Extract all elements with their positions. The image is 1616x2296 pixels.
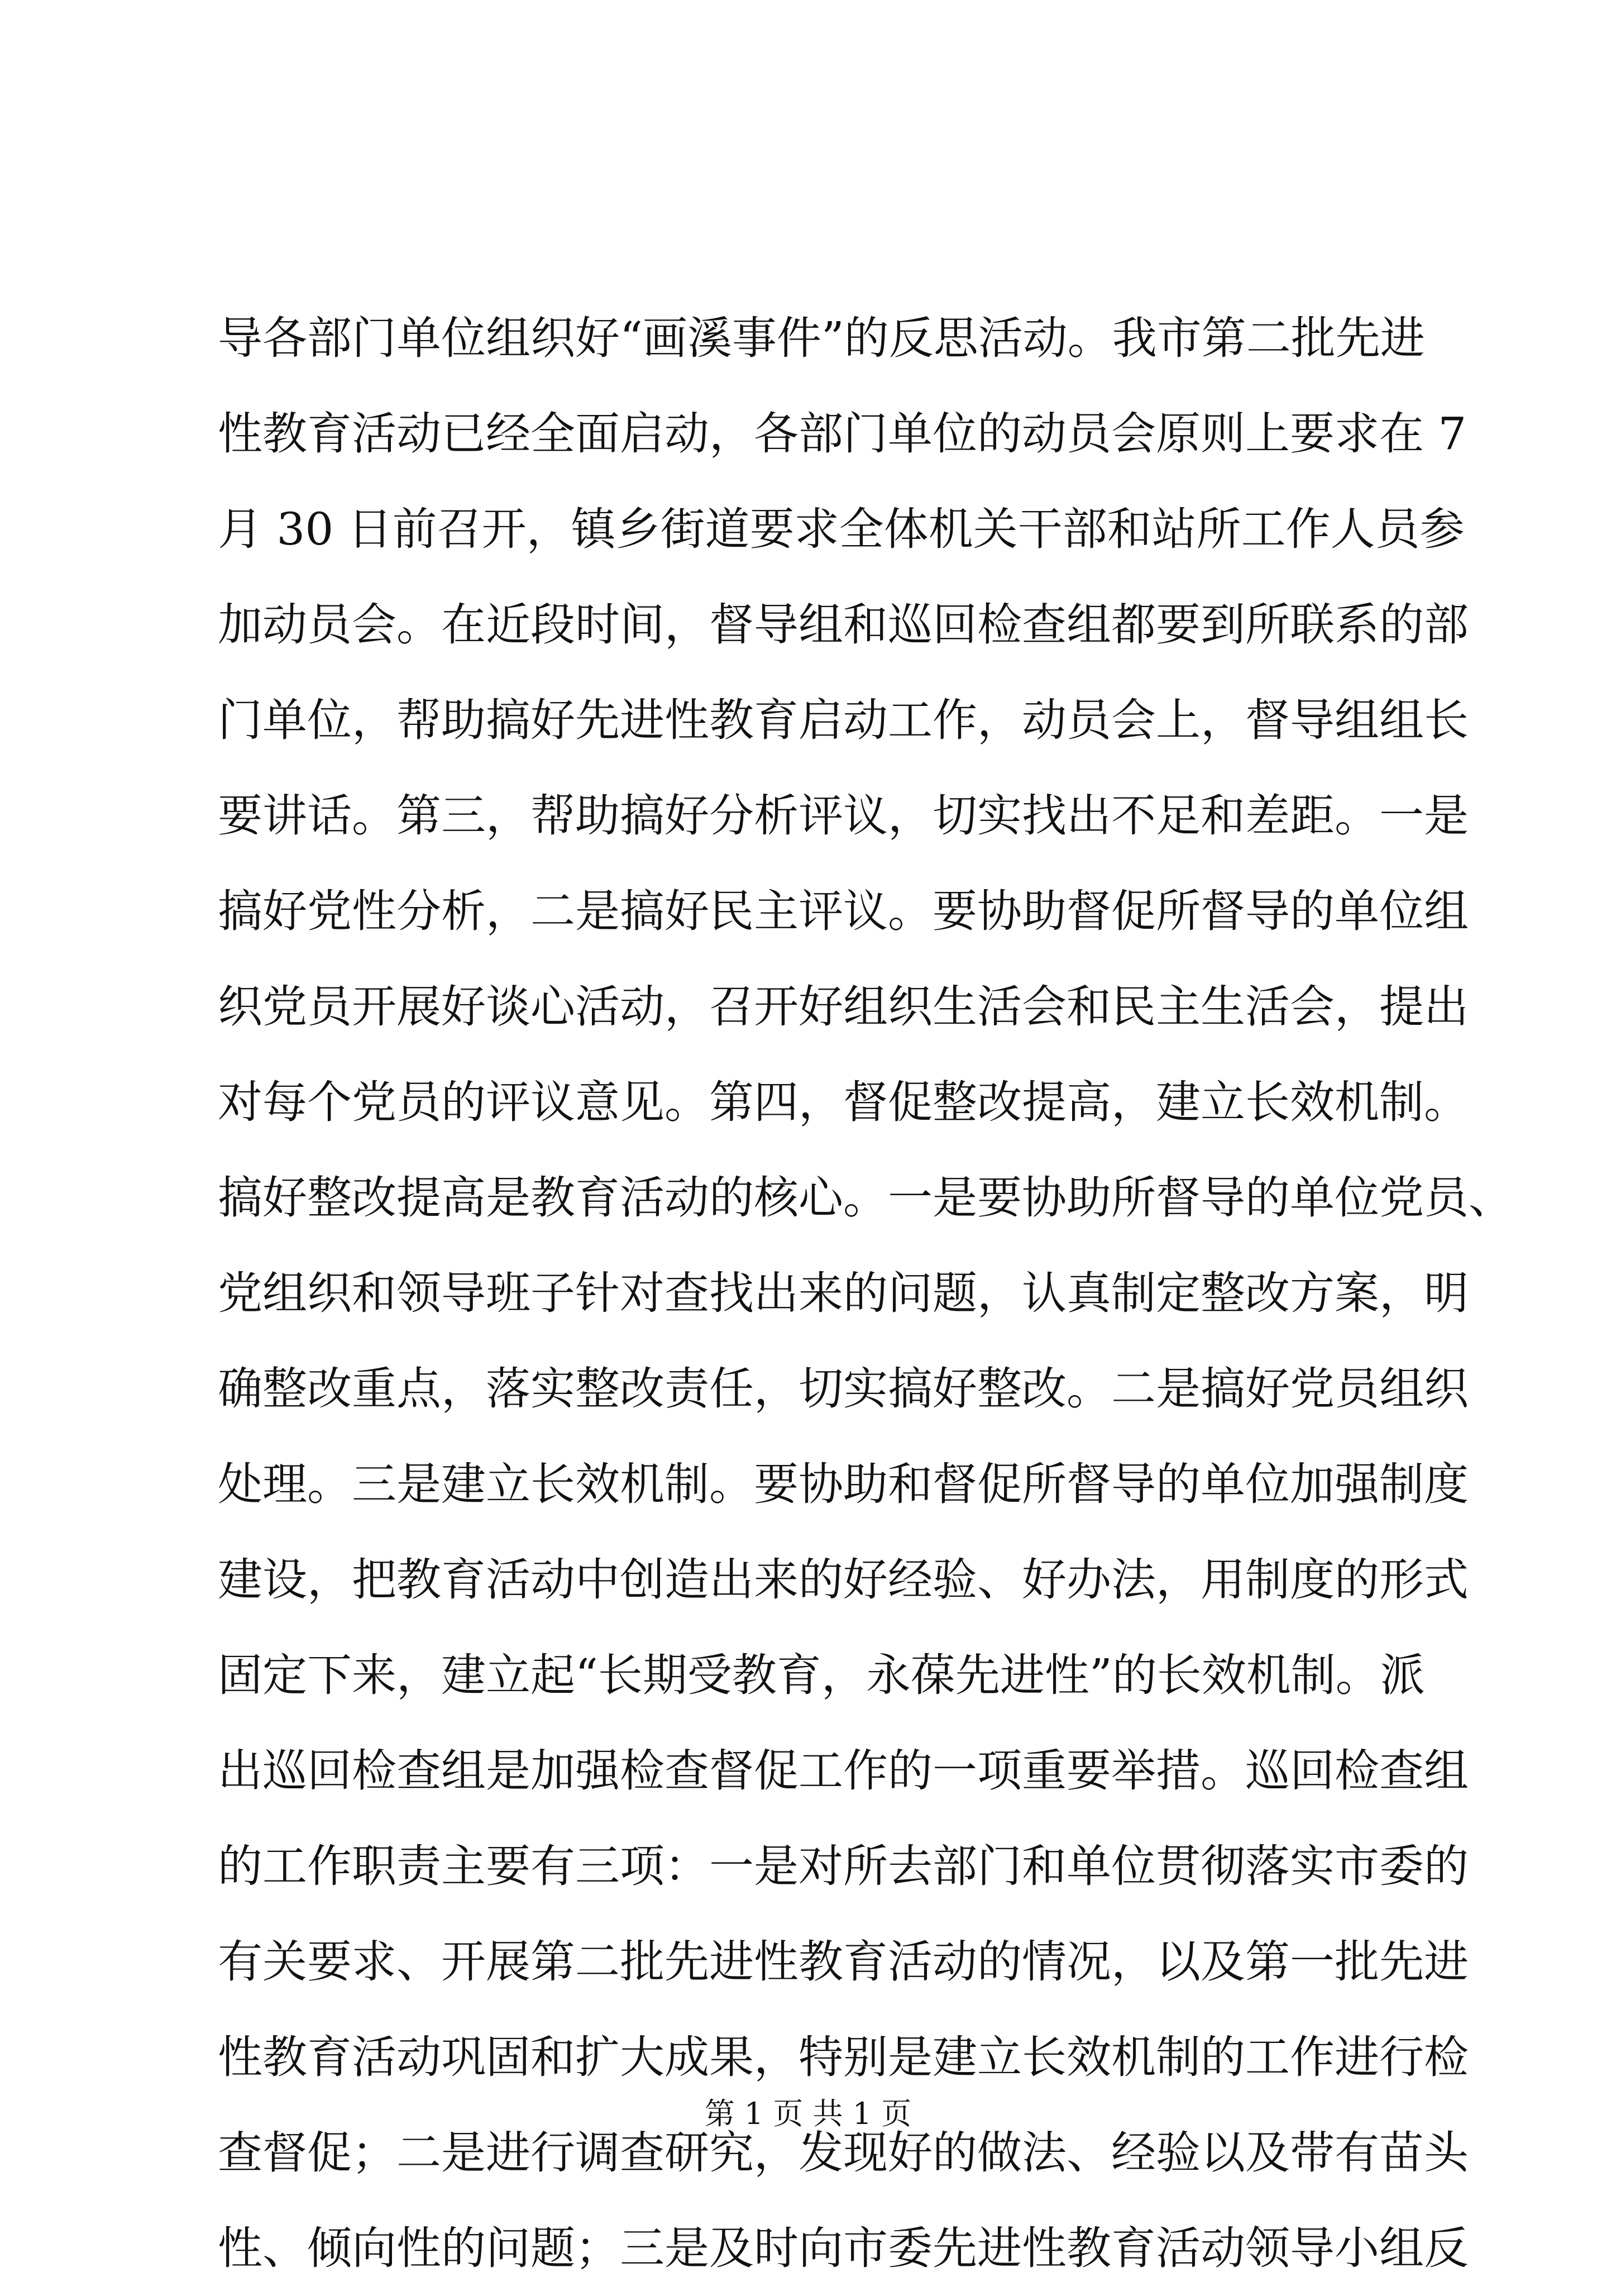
text-line-20: 查督促；二是进行调查研究，发现好的做法、经验以及带有苗头 (218, 2127, 1469, 2179)
text-line-4: 加动员会。在近段时间，督导组和巡回检查组都要到所联系的部 (218, 599, 1469, 651)
body-text (218, 290, 1513, 2296)
page-footer: 第 1 页 共 1 页 (704, 2096, 912, 2131)
text-line-11: 党组织和领导班子针对查找出来的问题，认真制定整改方案，明 (218, 1267, 1469, 1319)
text-line-19: 性教育活动巩固和扩大成果，特别是建立长效机制的工作进行检 (218, 2031, 1469, 2083)
text-line-21: 性、倾向性的问题；三是及时向市委先进性教育活动领导小组反 (218, 2222, 1469, 2274)
text-line-8: 织党员开展好谈心活动，召开好组织生活会和民主生活会，提出 (218, 981, 1469, 1033)
text-line-14: 建设，把教育活动中创造出来的好经验、好办法，用制度的形式 (218, 1554, 1469, 1606)
text-line-12: 确整改重点，落实整改责任，切实搞好整改。二是搞好党员组织 (218, 1363, 1469, 1415)
text-line-1: 导各部门单位组织好“画溪事件”的反思活动。我市第二批先进 (218, 312, 1425, 364)
text-line-5: 门单位，帮助搞好先进性教育启动工作，动员会上，督导组组长 (218, 694, 1469, 746)
text-line-16: 出巡回检查组是加强检查督促工作的一项重要举措。巡回检查组 (218, 1745, 1469, 1797)
text-line-18: 有关要求、开展第二批先进性教育活动的情况，以及第一批先进 (218, 1936, 1469, 1988)
text-line-13: 处理。三是建立长效机制。要协助和督促所督导的单位加强制度 (218, 1458, 1469, 1510)
text-line-15: 固定下来，建立起“长期受教育，永葆先进性”的长效机制。派 (218, 1649, 1425, 1701)
text-line-9: 对每个党员的评议意见。第四，督促整改提高，建立长效机制。 (218, 1076, 1469, 1128)
text-line-17: 的工作职责主要有三项：一是对所去部门和单位贯彻落实市委的 (218, 1840, 1469, 1892)
text-line-6: 要讲话。第三，帮助搞好分析评议，切实找出不足和差距。一是 (218, 790, 1469, 842)
text-line-10: 搞好整改提高是教育活动的核心。一是要协助所督导的单位党员、 (218, 1172, 1513, 1224)
text-line-7: 搞好党性分析，二是搞好民主评议。要协助督促所督导的单位组 (218, 885, 1469, 937)
text-line-2: 性教育活动已经全面启动，各部门单位的动员会原则上要求在 7 (218, 408, 1467, 460)
text-line-3: 月 30 日前召开，镇乡街道要求全体机关干部和站所工作人员参 (218, 503, 1465, 555)
